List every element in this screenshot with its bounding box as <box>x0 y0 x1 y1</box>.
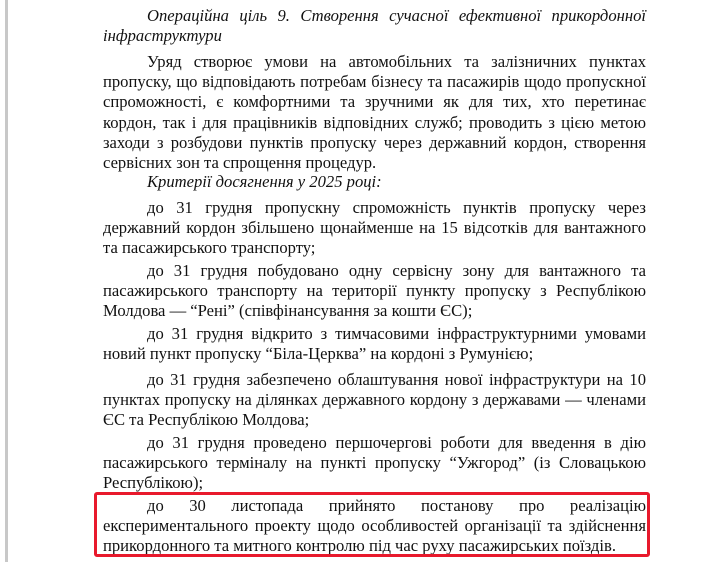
highlight-box <box>94 492 650 557</box>
heading-text: Операційна ціль 9. Створення сучасної ефективної прикордонної інфраструктури <box>103 6 646 46</box>
criteria-title: Критерії досягнення у 2025 році: <box>147 172 382 191</box>
criterion-item: до 31 грудня відкрито з тимчасовими інфраструктурними умовами новий пункт пропуску “Біла-Церква” на кордоні з Румунією; <box>103 324 646 364</box>
criterion-item-highlighted: до 30 листопада прийнято постанову про реалізацію експериментального проекту щодо особливостей організації та здійснення прикордонного та митного контролю під час руху пасажирських поїздів. <box>103 496 646 556</box>
section-heading <box>103 6 646 46</box>
criterion-item: до 31 грудня проведено першочергові роботи для введення в дію пасажирського терміналу на пункті пропуску “Ужгород” (із Словацькою Республікою); <box>103 433 646 493</box>
intro-paragraph: Уряд створює умови на автомобільних та залізничних пунктах пропуску, що відповідають потребам бізнесу та пасажирів щодо пропускної спроможності, є комфортними та зручними як для тих, хто перетинає кордон, так і для працівників відповідних служб; проводить з цією метою заходи з розбудови пунктів пропуску через державний кордон, створення сервісних зон та спрощення процедур. <box>103 52 646 173</box>
scrollbar[interactable] <box>5 0 8 562</box>
criterion-item: до 31 грудня побудовано одну сервісну зону для вантажного та пасажирського транспорту на території пункту пропуску з Республікою Молдова — “Рені” (співфінансування за кошти ЄС); <box>103 261 646 321</box>
criterion-item: до 31 грудня забезпечено облаштування нової інфраструктури на 10 пунктах пропуску на ділянках державного кордону з державами — членами ЄС та Республікою Молдова; <box>103 370 646 430</box>
criterion-item: до 31 грудня пропускну спроможність пунктів пропуску через державний кордон збільшено щонайменше на 15 відсотків для вантажного та пасажирського транспорту; <box>103 198 646 258</box>
